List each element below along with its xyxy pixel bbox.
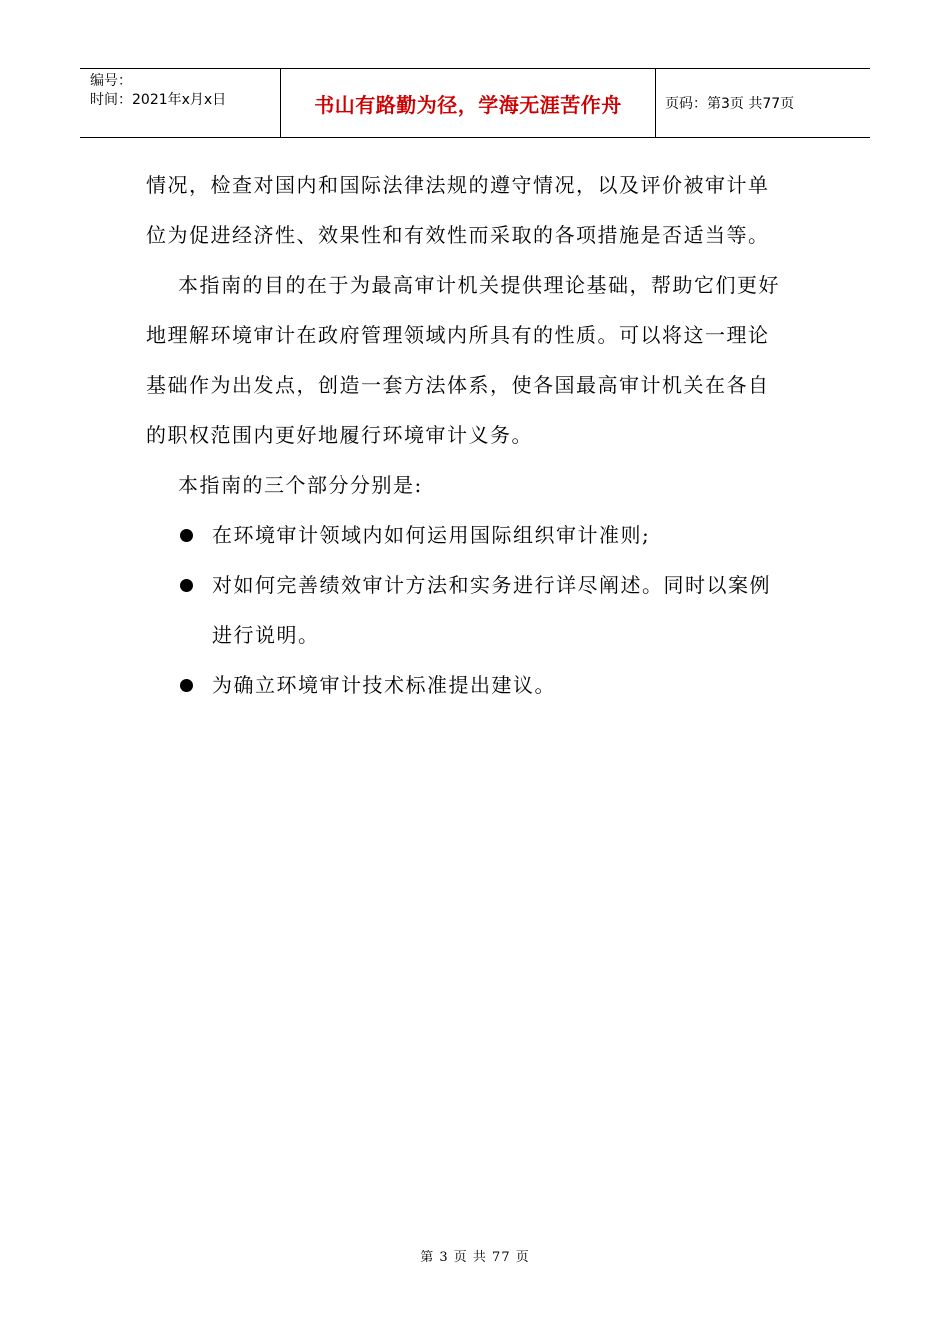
paragraph-line: 的职权范围内更好地履行环境审计义务。: [146, 423, 533, 447]
document-date: 时间：2021年x月x日: [90, 92, 227, 108]
paragraph-line: 地理解环境审计在政府管理领域内所具有的性质。可以将这一理论: [146, 323, 770, 347]
document-body: [146, 160, 811, 710]
bullet-item: [146, 560, 811, 610]
header-page-cell: [655, 69, 870, 137]
paragraph-line: 本指南的三个部分分别是:: [178, 473, 423, 497]
header-page-code: 页码：第3页 共77页: [665, 96, 795, 112]
bullet-item: [146, 660, 811, 710]
bullet-text: 为确立环境审计技术标准提出建议。: [212, 673, 556, 697]
bullet-dot-icon: [180, 679, 193, 692]
header-motto-cell: [280, 69, 656, 137]
header-table: [80, 68, 870, 138]
paragraph-line: 情况，检查对国内和国际法律法规的遵守情况，以及评价被审计单: [146, 173, 770, 197]
paragraph-line: 基础作为出发点，创造一套方法体系，使各国最高审计机关在各自: [146, 373, 770, 397]
bullet-text: 对如何完善绩效审计方法和实务进行详尽阐述。同时以案例: [212, 573, 771, 597]
bullet-continuation: 进行说明。: [212, 623, 320, 647]
motto-text: 书山有路勤为径，学海无涯苦作舟: [314, 92, 622, 117]
page-footer: 第 3 页 共 77 页: [420, 1250, 530, 1265]
document-code-label: 编号：: [90, 73, 132, 89]
header-info-cell: [80, 69, 280, 137]
paragraph-line: 位为促进经济性、效果性和有效性而采取的各项措施是否适当等。: [146, 223, 770, 247]
bullet-item: [146, 510, 811, 560]
paragraph-line: 本指南的目的在于为最高审计机关提供理论基础，帮助它们更好: [178, 273, 780, 297]
bullet-dot-icon: [180, 529, 193, 542]
bullet-dot-icon: [180, 579, 193, 592]
bullet-text: 在环境审计领域内如何运用国际组织审计准则;: [212, 523, 651, 547]
